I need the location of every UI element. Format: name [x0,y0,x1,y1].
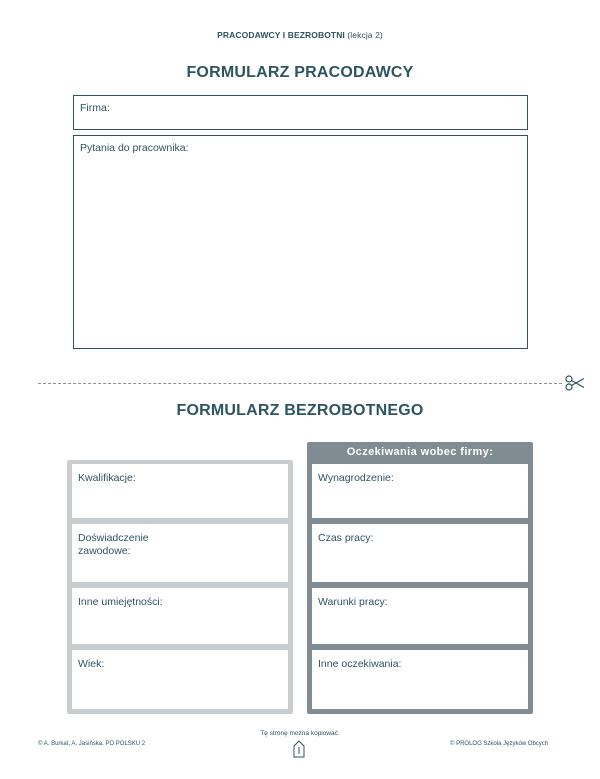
unemployed-form-title: FORMULARZ BEZROBOTNEGO [176,402,424,419]
experience-label: Doświadczenie zawodowe: [78,532,149,557]
other-expectations-label: Inne oczekiwania: [318,658,402,670]
scissors-icon [565,375,585,391]
header-title: PRACODAWCY I BEZROBOTNI [217,30,345,40]
other-skills-label: Inne umiejętności: [78,596,163,608]
working-hours-field[interactable] [312,524,528,582]
age-field[interactable] [72,650,288,709]
footer-copyright-authors: © A. Burkat, A. Jasińska, PO POLSKU 2 [38,741,146,747]
working-conditions-field[interactable] [312,588,528,644]
other-skills-field[interactable] [72,588,288,644]
company-field[interactable] [73,95,528,130]
employer-form-title: FORMULARZ PRACODAWCY [186,64,414,81]
page-number-badge-icon [292,740,306,758]
qualifications-field[interactable] [72,464,288,518]
cut-line [38,383,562,384]
company-label: Firma: [80,102,110,114]
copy-permission-note: Tę stronę można kopiować. [260,730,340,737]
working-hours-label: Czas pracy: [318,532,374,544]
working-conditions-label: Warunki pracy: [318,596,388,608]
header-lesson: (lekcja 2) [347,30,383,40]
other-expectations-field[interactable] [312,650,528,709]
questions-field[interactable] [73,135,528,349]
page-header [0,30,600,40]
salary-field[interactable] [312,464,528,518]
questions-label: Pytania do pracownika: [80,142,189,154]
experience-field[interactable] [72,524,288,582]
qualifications-label: Kwalifikacje: [78,472,136,484]
footer-copyright-publisher: © PROLOG Szkoła Języków Obcych [450,741,549,747]
age-label: Wiek: [78,658,105,670]
expectations-heading: Oczekiwania wobec firmy: [346,446,494,458]
salary-label: Wynagrodzenie: [318,472,394,484]
